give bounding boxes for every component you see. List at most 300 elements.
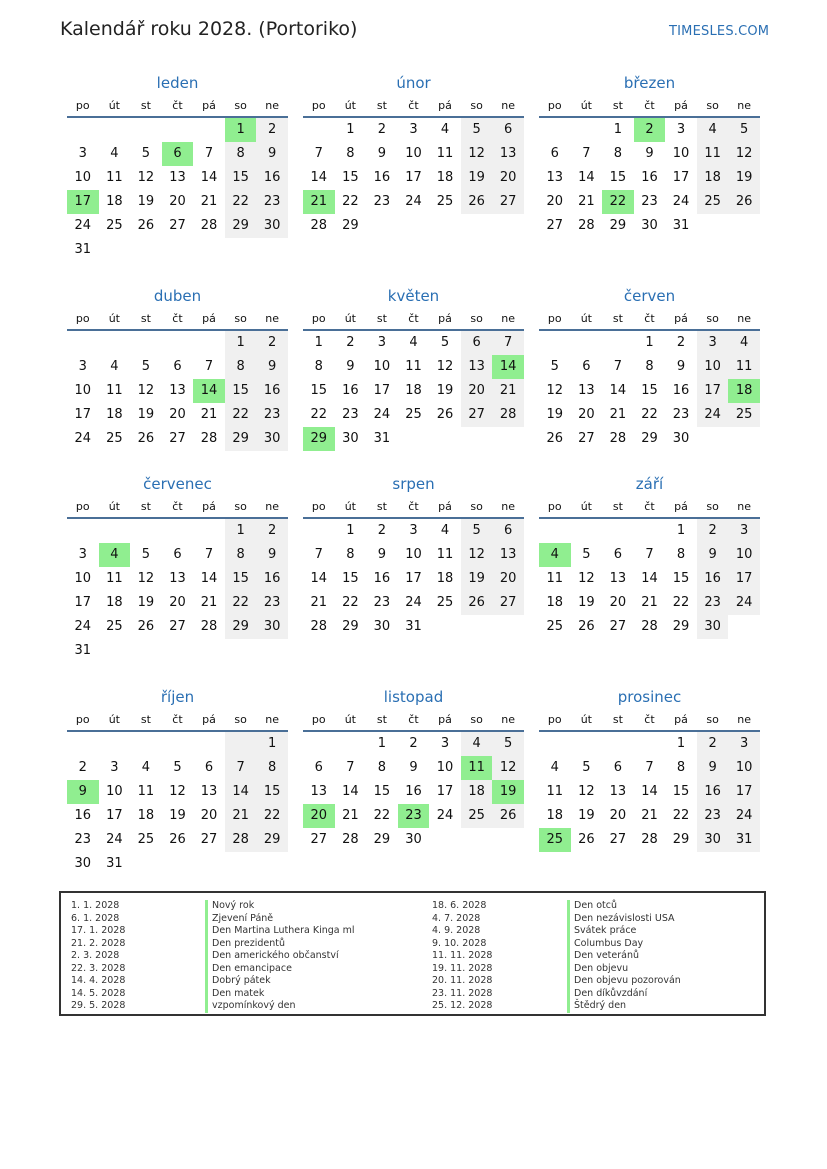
day-cell: 28: [492, 403, 524, 427]
day-cell: 29: [342, 218, 359, 233]
month-name: srpen: [392, 475, 435, 493]
day-cell: 19: [137, 194, 155, 209]
weekday-label: čt: [644, 312, 655, 325]
day-cell: 13: [169, 571, 186, 586]
empty-cell: [539, 118, 571, 142]
legend-date: 25. 12. 2028: [432, 1000, 493, 1011]
day-cell: 3: [676, 122, 686, 137]
day-cell: 3: [78, 146, 87, 161]
day-cell: 31: [74, 643, 92, 658]
weekday-label: pá: [674, 500, 688, 513]
day-cell: 6: [314, 760, 323, 775]
day-cell: 22: [373, 808, 391, 823]
day-cell: 20: [461, 379, 493, 403]
day-cell: 16: [256, 567, 288, 591]
weekday-label: čt: [408, 500, 419, 513]
site-link[interactable]: TIMESLES.COM: [669, 24, 770, 39]
day-cell: 5: [173, 760, 182, 775]
month-name: červen: [623, 287, 676, 305]
empty-cell: [634, 732, 666, 756]
empty-cell: [130, 118, 162, 142]
day-cell: 1: [346, 122, 355, 137]
day-cell: 7: [645, 760, 654, 775]
day-cell: 4: [550, 760, 559, 775]
day-cell: 17: [67, 190, 99, 214]
weekday-header: [539, 710, 760, 732]
legend-dates-left: [71, 900, 125, 1013]
day-cell: 7: [314, 146, 323, 161]
day-cell: 21: [303, 190, 335, 214]
day-cell: 7: [613, 359, 623, 374]
day-cell: 15: [672, 571, 690, 586]
day-cell: 16: [697, 780, 729, 804]
day-cell: 19: [578, 808, 595, 823]
weekday-header: [539, 309, 760, 331]
day-cell: 23: [373, 194, 391, 209]
day-cell: 16: [256, 166, 288, 190]
weekday-label: so: [234, 99, 247, 112]
days-grid: [539, 118, 760, 238]
day-cell: 17: [697, 379, 729, 403]
day-cell: 15: [342, 170, 359, 185]
empty-cell: [67, 519, 99, 543]
weekday-header: [67, 497, 288, 519]
legend-holiday-name: Den amerického občanství: [205, 950, 355, 963]
day-cell: 4: [440, 122, 450, 137]
day-cell: 12: [461, 142, 493, 166]
empty-cell: [67, 118, 99, 142]
day-cell: 23: [672, 407, 690, 422]
month-9: [67, 684, 288, 876]
day-cell: 12: [578, 784, 595, 799]
weekday-label: čt: [644, 713, 655, 726]
day-cell: 17: [728, 567, 760, 591]
day-cell: 13: [492, 543, 524, 567]
day-cell: 30: [342, 431, 359, 446]
empty-cell: [162, 732, 194, 756]
legend-date: 17. 1. 2028: [71, 925, 126, 936]
day-cell: 2: [697, 732, 729, 756]
day-cell: 15: [641, 383, 658, 398]
legend-date: 1. 1. 2028: [71, 900, 120, 911]
day-cell: 24: [436, 808, 454, 823]
weekday-label: po: [75, 500, 90, 513]
day-cell: 21: [578, 194, 595, 209]
weekday-label: út: [108, 500, 120, 513]
month-11: [539, 684, 760, 852]
month-3: [67, 283, 288, 451]
weekday-label: po: [311, 312, 326, 325]
month-name: březen: [623, 74, 676, 92]
weekday-label: čt: [408, 99, 419, 112]
day-cell: 9: [256, 543, 288, 567]
day-cell: 3: [377, 335, 387, 350]
day-cell: 23: [697, 591, 729, 615]
day-cell: 11: [697, 142, 729, 166]
weekday-label: ne: [737, 99, 752, 112]
day-cell: 18: [106, 194, 123, 209]
day-cell: 7: [645, 547, 654, 562]
day-cell: 16: [405, 784, 422, 799]
day-cell: 12: [578, 571, 595, 586]
empty-cell: [99, 118, 131, 142]
month-1: [303, 70, 524, 238]
weekday-label: so: [234, 713, 247, 726]
weekday-header: [539, 497, 760, 519]
legend-holiday-name: Den prezidentů: [205, 938, 355, 951]
days-grid: [303, 519, 524, 639]
day-cell: 28: [200, 218, 218, 233]
weekday-header: [67, 96, 288, 118]
weekday-label: út: [580, 312, 592, 325]
day-cell: 26: [492, 804, 524, 828]
month-name: červenec: [143, 475, 212, 493]
legend-names-right: [567, 900, 681, 1013]
day-cell: 14: [578, 170, 595, 185]
day-cell: 29: [225, 214, 257, 238]
weekday-label: ne: [265, 713, 280, 726]
day-cell: 27: [546, 218, 564, 233]
day-cell: 20: [492, 166, 524, 190]
day-cell: 21: [342, 808, 359, 823]
weekday-label: út: [344, 713, 356, 726]
day-cell: 12: [461, 543, 493, 567]
day-cell: 1: [377, 736, 387, 751]
days-grid: [67, 118, 288, 262]
weekday-header: [539, 96, 760, 118]
day-cell: 26: [137, 218, 155, 233]
day-cell: 7: [204, 547, 214, 562]
days-grid: [303, 732, 524, 852]
day-cell: 10: [436, 760, 454, 775]
day-cell: 14: [609, 383, 627, 398]
day-cell: 10: [728, 756, 760, 780]
day-cell: 16: [672, 383, 690, 398]
day-cell: 6: [492, 519, 524, 543]
day-cell: 12: [436, 359, 454, 374]
weekday-label: ne: [737, 500, 752, 513]
weekday-label: út: [580, 500, 592, 513]
day-cell: 3: [409, 523, 418, 538]
day-cell: 23: [342, 407, 359, 422]
weekday-label: ne: [265, 99, 280, 112]
month-7: [303, 471, 524, 639]
day-cell: 19: [169, 808, 186, 823]
day-cell: 2: [377, 122, 387, 137]
day-cell: 2: [256, 331, 288, 355]
weekday-header: [67, 710, 288, 732]
empty-cell: [67, 732, 99, 756]
empty-cell: [162, 118, 194, 142]
legend-date: 9. 10. 2028: [432, 937, 487, 949]
day-cell: 9: [645, 146, 654, 161]
page-title: Kalendář roku 2028. (Portoriko): [60, 18, 358, 40]
day-cell: 3: [697, 331, 729, 355]
day-cell: 26: [169, 832, 186, 847]
day-cell: 3: [728, 732, 760, 756]
day-cell: 26: [436, 407, 454, 422]
day-cell: 14: [310, 571, 328, 586]
day-cell: 25: [461, 804, 493, 828]
month-name: duben: [153, 287, 202, 305]
day-cell: 1: [676, 736, 686, 751]
day-cell: 13: [169, 383, 186, 398]
day-cell: 1: [645, 335, 654, 350]
day-cell: 7: [314, 547, 323, 562]
day-cell: 3: [110, 760, 119, 775]
empty-cell: [193, 732, 225, 756]
day-cell: 15: [225, 567, 257, 591]
day-cell: 8: [613, 146, 623, 161]
weekday-label: út: [108, 713, 120, 726]
legend-date: 20. 11. 2028: [432, 975, 493, 986]
legend-holiday-name: Den objevu: [567, 963, 681, 976]
day-cell: 4: [461, 732, 493, 756]
day-cell: 27: [578, 431, 595, 446]
day-cell: 20: [492, 567, 524, 591]
day-cell: 8: [225, 355, 257, 379]
month-name: prosinec: [617, 688, 682, 706]
month-5: [539, 283, 760, 451]
day-cell: 12: [169, 784, 186, 799]
day-cell: 25: [436, 595, 454, 610]
day-cell: 23: [256, 190, 288, 214]
day-cell: 5: [461, 118, 493, 142]
day-cell: 22: [641, 407, 658, 422]
weekday-label: po: [547, 99, 562, 112]
day-cell: 19: [137, 407, 155, 422]
day-cell: 17: [728, 780, 760, 804]
day-cell: 20: [303, 804, 335, 828]
day-cell: 30: [373, 619, 391, 634]
day-cell: 25: [106, 619, 123, 634]
day-cell: 26: [461, 591, 493, 615]
day-cell: 14: [342, 784, 359, 799]
day-cell: 22: [672, 808, 690, 823]
day-cell: 7: [204, 146, 214, 161]
day-cell: 5: [582, 547, 591, 562]
day-cell: 11: [106, 383, 123, 398]
day-cell: 22: [256, 804, 288, 828]
day-cell: 4: [141, 760, 151, 775]
day-cell: 31: [405, 619, 422, 634]
day-cell: 30: [672, 431, 690, 446]
day-cell: 5: [461, 519, 493, 543]
month-name: říjen: [160, 688, 195, 706]
day-cell: 18: [728, 379, 760, 403]
legend-holiday-name: Den matek: [205, 988, 355, 1001]
day-cell: 19: [492, 780, 524, 804]
day-cell: 13: [200, 784, 218, 799]
empty-cell: [303, 118, 335, 142]
day-cell: 9: [377, 547, 387, 562]
weekday-label: st: [376, 713, 387, 726]
holiday-legend: [59, 891, 766, 1016]
day-cell: 11: [137, 784, 155, 799]
day-cell: 25: [539, 828, 571, 852]
weekday-label: po: [547, 312, 562, 325]
weekday-label: čt: [408, 312, 419, 325]
day-cell: 18: [106, 407, 123, 422]
weekday-label: st: [376, 500, 387, 513]
day-cell: 10: [74, 383, 92, 398]
weekday-label: so: [470, 312, 483, 325]
day-cell: 9: [409, 760, 418, 775]
day-cell: 16: [697, 567, 729, 591]
legend-date: 23. 11. 2028: [432, 987, 493, 999]
day-cell: 11: [106, 170, 123, 185]
day-cell: 11: [728, 355, 760, 379]
day-cell: 28: [200, 619, 218, 634]
day-cell: 14: [310, 170, 328, 185]
day-cell: 14: [641, 571, 658, 586]
weekday-label: ne: [737, 312, 752, 325]
month-0: [67, 70, 288, 262]
day-cell: 8: [225, 142, 257, 166]
weekday-label: st: [376, 99, 387, 112]
day-cell: 3: [409, 122, 418, 137]
day-cell: 30: [641, 218, 658, 233]
day-cell: 3: [78, 547, 87, 562]
day-cell: 3: [440, 736, 450, 751]
day-cell: 22: [225, 591, 257, 615]
day-cell: 20: [546, 194, 564, 209]
legend-dates-right: [432, 900, 492, 1013]
empty-cell: [99, 331, 131, 355]
month-2: [539, 70, 760, 238]
day-cell: 10: [728, 543, 760, 567]
day-cell: 7: [492, 331, 524, 355]
day-cell: 29: [225, 427, 257, 451]
day-cell: 14: [200, 170, 218, 185]
day-cell: 21: [310, 595, 328, 610]
day-cell: 27: [492, 591, 524, 615]
weekday-header: [67, 309, 288, 331]
day-cell: 18: [546, 808, 564, 823]
day-cell: 26: [546, 431, 564, 446]
legend-date: 18. 6. 2028: [432, 900, 487, 911]
day-cell: 27: [461, 403, 493, 427]
weekday-label: pá: [202, 500, 216, 513]
empty-cell: [193, 519, 225, 543]
weekday-label: út: [580, 99, 592, 112]
day-cell: 29: [609, 218, 627, 233]
day-cell: 1: [225, 118, 257, 142]
day-cell: 26: [461, 190, 493, 214]
weekday-label: po: [547, 500, 562, 513]
day-cell: 13: [609, 784, 627, 799]
empty-cell: [571, 118, 603, 142]
day-cell: 16: [373, 571, 391, 586]
weekday-label: út: [344, 312, 356, 325]
day-cell: 23: [398, 804, 430, 828]
weekday-label: st: [140, 312, 151, 325]
month-6: [67, 471, 288, 663]
month-name: květen: [387, 287, 440, 305]
day-cell: 5: [141, 547, 151, 562]
day-cell: 23: [697, 804, 729, 828]
weekday-label: so: [470, 713, 483, 726]
day-cell: 12: [728, 142, 760, 166]
day-cell: 26: [137, 619, 155, 634]
day-cell: 30: [74, 856, 92, 871]
day-cell: 5: [492, 732, 524, 756]
weekday-label: po: [311, 99, 326, 112]
day-cell: 6: [173, 547, 182, 562]
weekday-label: po: [547, 713, 562, 726]
day-cell: 29: [256, 828, 288, 852]
weekday-label: út: [344, 99, 356, 112]
day-cell: 12: [137, 383, 155, 398]
weekday-label: ne: [501, 500, 516, 513]
day-cell: 9: [697, 543, 729, 567]
legend-holiday-name: Den objevu pozorován: [567, 975, 681, 988]
day-cell: 30: [697, 828, 729, 852]
day-cell: 19: [461, 166, 493, 190]
day-cell: 1: [314, 335, 323, 350]
day-cell: 10: [74, 170, 92, 185]
empty-cell: [193, 331, 225, 355]
day-cell: 2: [377, 523, 387, 538]
empty-cell: [162, 519, 194, 543]
legend-date: 4. 7. 2028: [432, 912, 481, 924]
legend-holiday-name: Den otců: [567, 900, 681, 913]
day-cell: 28: [200, 431, 218, 446]
day-cell: 28: [641, 832, 658, 847]
weekday-label: st: [612, 312, 623, 325]
day-cell: 8: [256, 756, 288, 780]
day-cell: 29: [342, 619, 359, 634]
day-cell: 21: [641, 595, 658, 610]
empty-cell: [634, 519, 666, 543]
day-cell: 18: [106, 595, 123, 610]
weekday-label: st: [376, 312, 387, 325]
weekday-label: čt: [172, 312, 183, 325]
day-cell: 16: [641, 170, 658, 185]
day-cell: 17: [373, 383, 391, 398]
day-cell: 7: [204, 359, 214, 374]
day-cell: 28: [310, 619, 328, 634]
days-grid: [67, 519, 288, 663]
empty-cell: [130, 732, 162, 756]
day-cell: 19: [578, 595, 595, 610]
day-cell: 29: [303, 427, 335, 451]
day-cell: 17: [106, 808, 123, 823]
weekday-header: [303, 309, 524, 331]
day-cell: 24: [672, 194, 690, 209]
day-cell: 4: [99, 543, 131, 567]
weekday-label: čt: [172, 500, 183, 513]
day-cell: 13: [310, 784, 328, 799]
days-grid: [67, 331, 288, 451]
legend-date: 29. 5. 2028: [71, 1000, 126, 1011]
weekday-label: út: [108, 99, 120, 112]
day-cell: 11: [405, 359, 422, 374]
legend-holiday-name: Dobrý pátek: [205, 975, 355, 988]
day-cell: 1: [346, 523, 355, 538]
day-cell: 29: [225, 615, 257, 639]
legend-holiday-name: Den veteránů: [567, 950, 681, 963]
legend-date: 2. 3. 2028: [71, 950, 120, 961]
empty-cell: [130, 331, 162, 355]
day-cell: 4: [440, 523, 450, 538]
day-cell: 22: [225, 190, 257, 214]
day-cell: 22: [602, 190, 634, 214]
day-cell: 19: [728, 166, 760, 190]
day-cell: 14: [641, 784, 658, 799]
empty-cell: [162, 331, 194, 355]
day-cell: 3: [78, 359, 87, 374]
